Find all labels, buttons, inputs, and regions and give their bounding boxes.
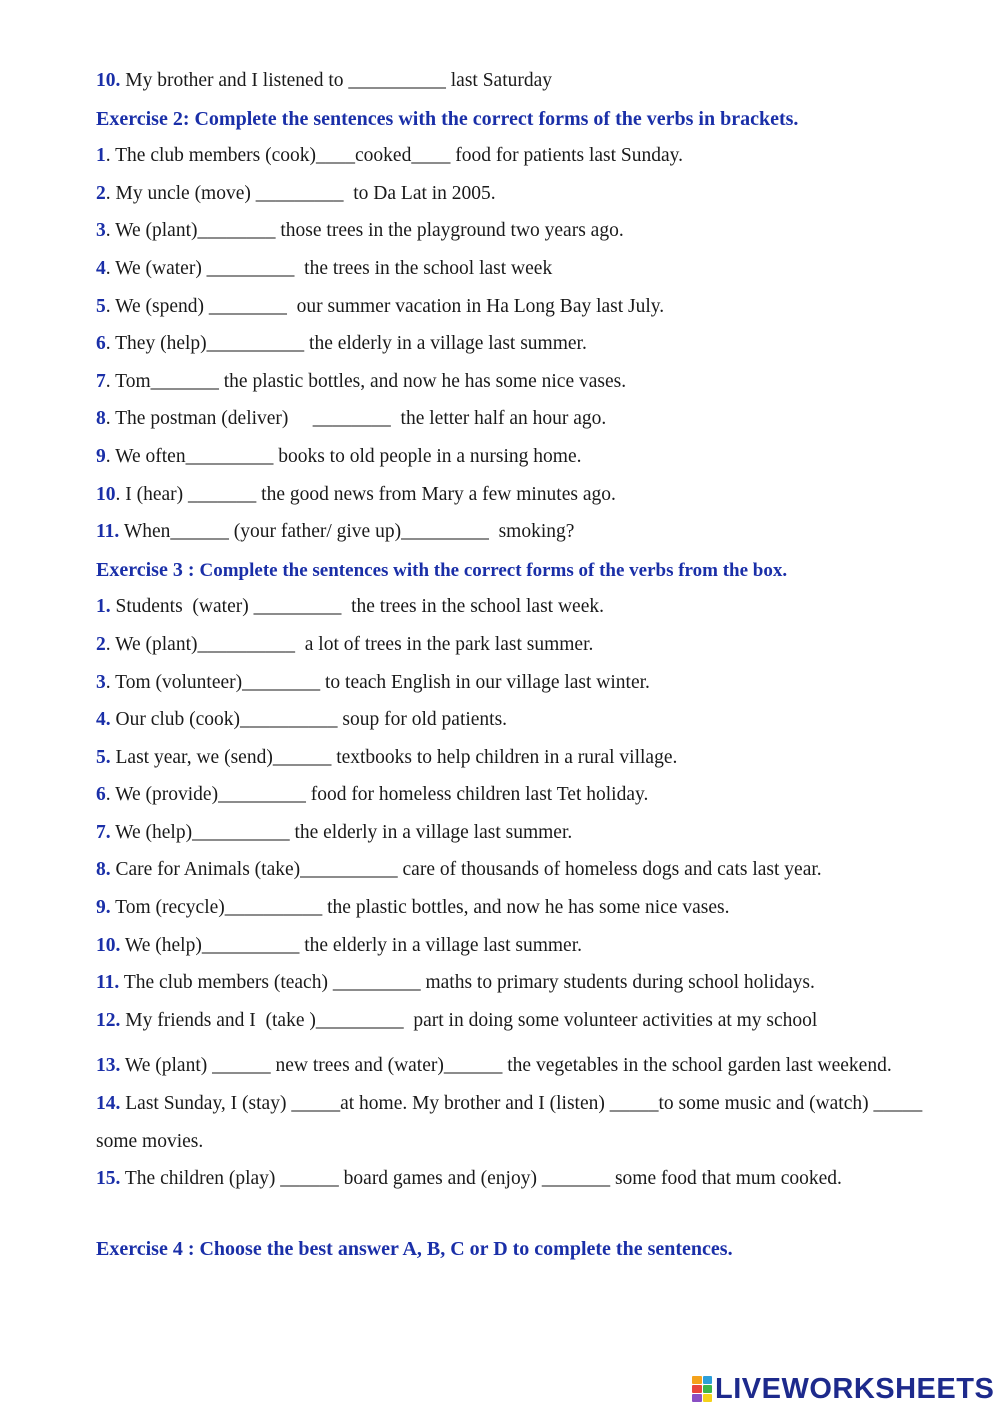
item-text: We (help)__________ the elderly in a village last summer. xyxy=(120,934,583,956)
item-text: . We (plant)________ those trees in the playground two years ago. xyxy=(105,220,624,242)
item-number: 2 xyxy=(96,633,106,655)
item-number: 4. xyxy=(96,709,111,731)
liveworksheets-logo xyxy=(692,1372,994,1406)
list-item xyxy=(96,484,932,522)
item-text: Last year, we (send)______ textbooks to help children in a rural village. xyxy=(110,746,678,768)
exercise3-list xyxy=(96,596,932,1198)
item-text: . The postman (deliver) ________ the letter half an hour ago. xyxy=(105,408,607,430)
item-text: When______ (your father/ give up)_________ smoking? xyxy=(119,521,575,543)
list-item xyxy=(96,333,932,371)
item-number: 5. xyxy=(96,746,111,768)
exercise3-title xyxy=(96,559,932,597)
item-number: 15. xyxy=(96,1168,121,1190)
item-number: 8 xyxy=(96,408,106,430)
item-number: 11. xyxy=(96,521,120,543)
item-number: 12. xyxy=(96,1009,121,1031)
item-text: . My uncle (move) _________ to Da Lat in 2005. xyxy=(105,182,496,204)
list-item xyxy=(96,446,932,484)
exercise2-list xyxy=(96,145,932,559)
list-item xyxy=(96,634,932,672)
list-item xyxy=(96,296,932,334)
exercise4-title: Exercise 4 : Choose the best answer A, B, C or D to complete the sentences. xyxy=(96,1237,733,1260)
list-item xyxy=(96,672,932,710)
item-number: 13. xyxy=(96,1055,121,1077)
list-item xyxy=(96,220,932,258)
item-text: . We (provide)_________ food for homeless children last Tet holiday. xyxy=(105,784,649,806)
item-text: . We (water) _________ the trees in the school last week xyxy=(105,257,553,279)
list-item xyxy=(96,1010,932,1048)
list-item xyxy=(96,183,932,221)
exercise3-title-rest: Complete the sentences with the correct forms of the verbs from the box. xyxy=(199,559,788,581)
item-number: 10. xyxy=(96,934,121,956)
list-item xyxy=(96,145,932,183)
item-text: . Tom (volunteer)________ to teach English in our village last winter. xyxy=(105,671,650,693)
item-text: . They (help)__________ the elderly in a village last summer. xyxy=(105,333,587,355)
worksheet-page xyxy=(96,70,932,1275)
item-text: Students (water) _________ the trees in the school last week. xyxy=(110,596,604,618)
item-text: Tom (recycle)__________ the plastic bottles, and now he has some nice vases. xyxy=(110,897,730,919)
item-number: 1. xyxy=(96,596,111,618)
list-item xyxy=(96,1047,932,1085)
list-item xyxy=(96,258,932,296)
item-number: 6 xyxy=(96,784,106,806)
list-item xyxy=(96,371,932,409)
item-number: 9. xyxy=(96,897,111,919)
list-item xyxy=(96,859,932,897)
item-number: 7. xyxy=(96,821,111,843)
item-text: We (plant) ______ new trees and (water)______ the vegetables in the school garden last weekend. xyxy=(120,1055,892,1077)
spacer xyxy=(96,1198,932,1238)
item-text: The club members (teach) _________ maths to primary students during school holidays. xyxy=(119,972,815,994)
item-text: . The club members (cook)____cooked____ food for patients last Sunday. xyxy=(105,145,684,167)
item-number: 7 xyxy=(96,370,106,392)
item-number: 3 xyxy=(96,220,106,242)
logo-mark-icon xyxy=(692,1376,712,1402)
item-text: The children (play) ______ board games and (enjoy) _______ some food that mum cooked. xyxy=(120,1168,842,1190)
list-item xyxy=(96,1160,932,1198)
item-text: We (help)__________ the elderly in a village last summer. xyxy=(110,821,573,843)
item-text: My friends and I (take )_________ part in doing some volunteer activities at my school xyxy=(120,1009,818,1031)
item-number: 2 xyxy=(96,182,106,204)
item-number: 1 xyxy=(96,145,106,167)
item-number: 8. xyxy=(96,859,111,881)
item-text: My brother and I listened to __________ last Saturday xyxy=(120,70,553,91)
exercise2-title: Exercise 2: Complete the sentences with the correct forms of the verbs in brackets. xyxy=(96,107,799,130)
item-text: Our club (cook)__________ soup for old patients. xyxy=(110,709,508,731)
item-number: 3 xyxy=(96,671,106,693)
item-number: 10. xyxy=(96,70,121,91)
item-text: . Tom_______ the plastic bottles, and now he has some nice vases. xyxy=(105,370,627,392)
list-item xyxy=(96,709,932,747)
item-number: 9 xyxy=(96,445,106,467)
item-number: 10 xyxy=(96,483,116,505)
item-text: Last Sunday, I (stay) _____at home. My brother and I (listen) _____to some music and (watch) _____ some movies. xyxy=(96,1093,923,1152)
list-item xyxy=(96,521,932,559)
item-text: . We (plant)__________ a lot of trees in the park last summer. xyxy=(105,633,594,655)
list-item xyxy=(96,822,932,860)
item-text: . I (hear) _______ the good news from Mary a few minutes ago. xyxy=(115,483,616,505)
item-number: 11. xyxy=(96,972,120,994)
logo-text: LIVEWORKSHEETS xyxy=(715,1372,995,1405)
item-number: 4 xyxy=(96,257,106,279)
list-item xyxy=(96,408,932,446)
list-item xyxy=(96,1085,932,1160)
item-text: . We (spend) ________ our summer vacation in Ha Long Bay last July. xyxy=(105,295,665,317)
list-item xyxy=(96,972,932,1010)
list-item xyxy=(96,784,932,822)
item-text: Care for Animals (take)__________ care of thousands of homeless dogs and cats last year. xyxy=(110,859,822,881)
item-number: 14. xyxy=(96,1093,121,1115)
list-item xyxy=(96,596,932,634)
list-item xyxy=(96,747,932,785)
item-text: . We often_________ books to old people in a nursing home. xyxy=(105,445,582,467)
item-number: 6 xyxy=(96,333,106,355)
exercise3-title-prefix: Exercise 3 : xyxy=(96,558,200,581)
item-number: 5 xyxy=(96,295,106,317)
continuation-line xyxy=(96,70,932,108)
list-item xyxy=(96,935,932,973)
list-item xyxy=(96,897,932,935)
